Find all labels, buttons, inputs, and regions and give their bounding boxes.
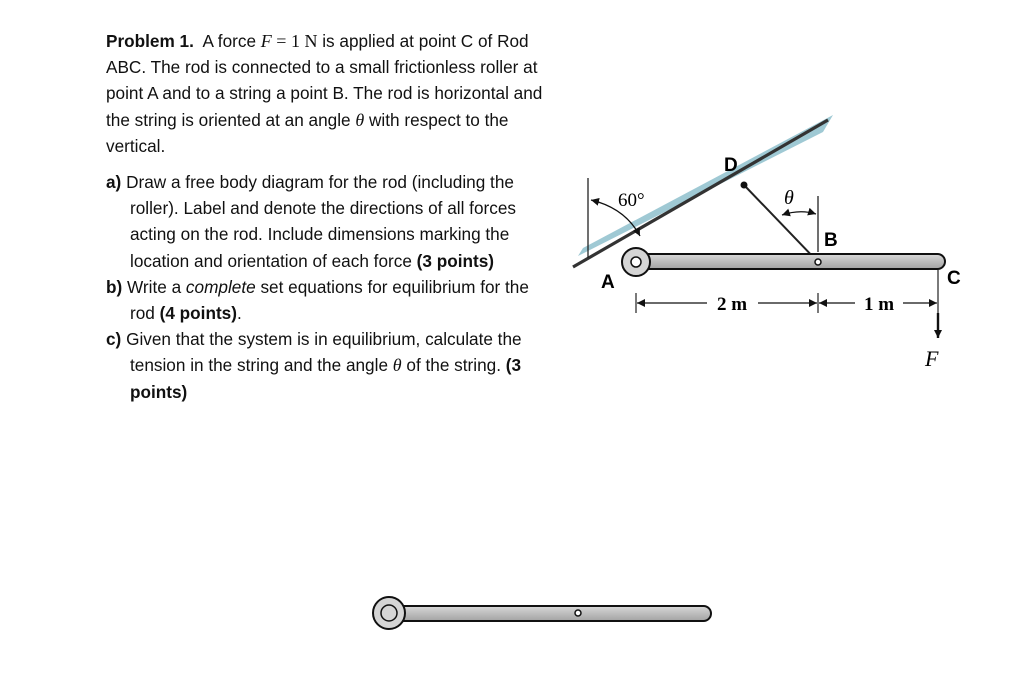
- dim-ab-label: 2 m: [716, 294, 748, 315]
- problem-intro: Problem 1. A force F = 1 N is applied at point C of Rod ABC. The rod is connected to a small frictionless roller at point A and to a string a point B. The rod is horizontal and the string is oriented at an angle θ with respect to the vertical.: [106, 31, 543, 156]
- string: [744, 185, 818, 262]
- label-b: B: [824, 230, 838, 251]
- wall-angle-label: 60°: [618, 190, 645, 211]
- theta-arc: [782, 212, 816, 215]
- rod-abc: [632, 254, 945, 269]
- fbd-point-b: [575, 610, 581, 616]
- roller-a-pin: [631, 257, 641, 267]
- theta-symbol: θ: [355, 109, 365, 130]
- fbd-rod: [386, 606, 711, 621]
- inclined-wall-shading: [578, 115, 833, 256]
- label-a: A: [601, 272, 615, 293]
- force-label: F: [925, 346, 939, 371]
- question-b: b) Write a complete set equations for equilibrium for the rod (4 points).: [106, 276, 529, 324]
- label-c: C: [947, 268, 961, 289]
- dim-bc-label: 1 m: [863, 294, 895, 315]
- theta-label: θ: [784, 187, 794, 209]
- question-a: a) Draw a free body diagram for the rod (including the roller). Label and denote the directions of all forces acting on the rod. Include dimensions marking the location and orientation of each force (3 points): [106, 172, 516, 271]
- force-symbol: F: [260, 31, 272, 51]
- label-d: D: [724, 155, 738, 176]
- point-b-pin: [815, 259, 821, 265]
- question-c: c) Given that the system is in equilibrium, calculate the tension in the string and the angle θ of the string. (3 points): [106, 329, 522, 402]
- problem-label: Problem 1.: [106, 31, 194, 51]
- fbd-roller-pin: [381, 605, 397, 621]
- point-d: [741, 182, 748, 189]
- inclined-wall: [573, 97, 831, 267]
- force-value: = 1 N: [276, 31, 318, 51]
